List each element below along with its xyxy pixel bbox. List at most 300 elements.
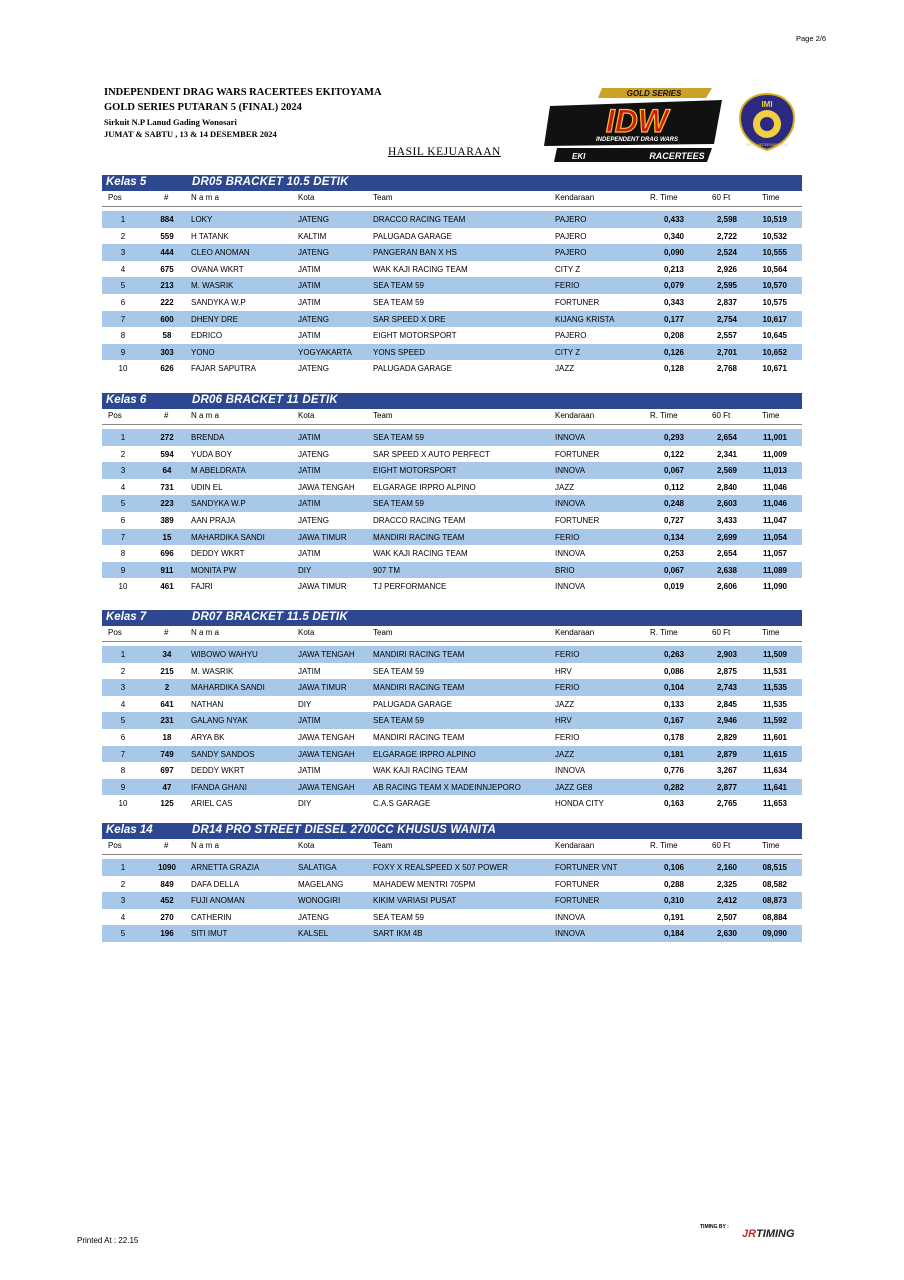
cell-team: SEA TEAM 59 [373, 666, 424, 676]
cell-pos: 1 [120, 650, 126, 659]
results-section [102, 175, 802, 377]
cell-vehicle: CITY Z [555, 264, 581, 274]
cell-name: YUDA BOY [191, 449, 232, 459]
cell-name: M ABELDRATA [191, 466, 246, 476]
event-venue: Sirkuit N.P Lanud Gading Wonosari [104, 117, 237, 127]
column-header-row [102, 191, 802, 207]
cell-vehicle: INNOVA [555, 466, 586, 476]
cell-reaction-time: 0,181 [663, 749, 684, 759]
cell-vehicle: JAZZ GE8 [555, 782, 593, 792]
cell-time: 11,054 [762, 532, 787, 542]
cell-vehicle: FERIO [555, 650, 580, 659]
cell-team: SEA TEAM 59 [373, 499, 424, 509]
table-row [102, 562, 802, 579]
table-row [102, 762, 802, 779]
cell-city: JATIM [298, 666, 321, 676]
column-header-city: Kota [298, 628, 315, 637]
cell-team: PALUGADA GARAGE [373, 231, 452, 241]
cell-vehicle: INNOVA [555, 433, 586, 442]
cell-sixty-ft: 2,765 [716, 799, 737, 809]
cell-name: ARYA BK [191, 732, 225, 742]
cell-team: ELGARAGE IRPRO ALPINO [373, 482, 476, 492]
cell-name: MAHARDIKA SANDI [191, 532, 265, 542]
table-row [102, 696, 802, 713]
table-row [102, 859, 802, 876]
cell-reaction-time: 0,128 [663, 364, 684, 374]
cell-team: SEA TEAM 59 [373, 912, 424, 922]
column-header-name: N a m a [191, 193, 220, 202]
cell-vehicle: FORTUNER [555, 297, 600, 307]
cell-pos: 7 [120, 749, 126, 759]
column-header-row [102, 839, 802, 855]
cell-city: JATENG [298, 449, 329, 459]
cell-reaction-time: 0,253 [663, 549, 684, 559]
cell-time: 11,047 [762, 515, 787, 525]
cell-pos: 8 [120, 549, 126, 559]
cell-name: FAJAR SAPUTRA [191, 364, 256, 374]
cell-team: DRACCO RACING TEAM [373, 215, 466, 224]
cell-pos: 9 [120, 782, 126, 792]
class-title: DR05 BRACKET 10.5 DETIK [192, 176, 349, 188]
column-header-row [102, 626, 802, 642]
cell-vehicle: FORTUNER [555, 449, 600, 459]
column-header-pos: Pos [108, 841, 122, 850]
cell-number: 222 [160, 297, 174, 307]
cell-sixty-ft: 3,433 [716, 515, 737, 525]
cell-pos: 1 [120, 433, 126, 442]
class-title: DR07 BRACKET 11.5 DETIK [192, 611, 348, 623]
cell-time: 11,090 [762, 582, 787, 592]
cell-name: FAJRI [191, 582, 213, 592]
cell-city: JATENG [298, 364, 329, 374]
cell-name: SITI IMUT [191, 929, 228, 939]
cell-pos: 10 [118, 799, 128, 809]
table-row [102, 545, 802, 562]
cell-reaction-time: 0,019 [663, 582, 684, 592]
cell-sixty-ft: 2,412 [716, 896, 737, 906]
cell-time: 11,057 [762, 549, 787, 559]
cell-team: ELGARAGE IRPRO ALPINO [373, 749, 476, 759]
cell-name: DHENY DRE [191, 314, 238, 324]
cell-sixty-ft: 2,754 [716, 314, 737, 324]
cell-sixty-ft: 2,606 [716, 582, 737, 592]
cell-vehicle: INNOVA [555, 499, 586, 509]
cell-reaction-time: 0,184 [663, 929, 684, 939]
cell-number: 272 [160, 433, 174, 442]
cell-reaction-time: 0,340 [663, 231, 684, 241]
cell-time: 11,641 [762, 782, 787, 792]
results-section [102, 823, 802, 942]
cell-reaction-time: 0,086 [663, 666, 684, 676]
timing-label: TIMING BY : [700, 1224, 729, 1230]
results-heading: HASIL KEJUARAAN [388, 146, 501, 158]
cell-name: M. WASRIK [191, 281, 234, 291]
idw-logo-top: GOLD SERIES [626, 89, 682, 98]
cell-team: MANDIRI RACING TEAM [373, 683, 465, 693]
cell-name: EDRICO [191, 331, 223, 341]
cell-team: WAK KAJI RACING TEAM [373, 766, 468, 776]
cell-team: PALUGADA GARAGE [373, 699, 452, 709]
cell-vehicle: PAJERO [555, 248, 587, 258]
table-row [102, 211, 802, 228]
class-header-bar [102, 823, 802, 839]
cell-number: 594 [160, 449, 174, 459]
column-header-vehicle: Kendaraan [555, 193, 595, 202]
cell-time: 08,873 [762, 896, 787, 906]
cell-name: MONITA PW [191, 565, 237, 575]
cell-pos: 9 [120, 565, 126, 575]
column-header-sixty-ft: 60 Ft [712, 193, 731, 202]
table-row [102, 578, 802, 595]
cell-reaction-time: 0,433 [663, 215, 684, 224]
column-header-time: Time [762, 411, 780, 420]
printed-at: Printed At : 22.15 [77, 1236, 139, 1245]
cell-sixty-ft: 2,768 [716, 364, 737, 374]
cell-name: WIBOWO WAHYU [191, 650, 258, 659]
cell-pos: 2 [120, 666, 126, 676]
class-header-bar [102, 393, 802, 409]
cell-sixty-ft: 2,701 [716, 347, 737, 357]
event-title: INDEPENDENT DRAG WARS RACERTEES EKITOYAMA [104, 87, 382, 98]
cell-time: 11,601 [762, 732, 787, 742]
cell-vehicle: JAZZ [555, 699, 575, 709]
cell-team: SART IKM 4B [373, 929, 423, 939]
cell-reaction-time: 0,090 [663, 248, 684, 258]
column-header-city: Kota [298, 193, 315, 202]
cell-team: SEA TEAM 59 [373, 716, 424, 726]
cell-sixty-ft: 2,557 [716, 331, 737, 341]
cell-city: JATIM [298, 766, 321, 776]
cell-reaction-time: 0,079 [663, 281, 684, 291]
cell-sixty-ft: 2,598 [716, 215, 737, 224]
class-number: Kelas 7 [106, 611, 147, 623]
cell-name: ARIEL CAS [191, 799, 233, 809]
cell-city: KALTIM [298, 231, 327, 241]
column-header-sixty-ft: 60 Ft [712, 628, 731, 637]
cell-sixty-ft: 2,160 [716, 863, 737, 872]
cell-vehicle: INNOVA [555, 549, 586, 559]
cell-city: KALSEL [298, 929, 329, 939]
cell-number: 444 [160, 248, 174, 258]
cell-vehicle: JAZZ [555, 482, 575, 492]
cell-number: 18 [162, 732, 172, 742]
cell-reaction-time: 0,293 [663, 433, 684, 442]
cell-reaction-time: 0,208 [663, 331, 684, 341]
cell-name: CATHERIN [191, 912, 232, 922]
cell-team: SEA TEAM 59 [373, 433, 424, 442]
idw-logo [542, 86, 732, 164]
cell-vehicle: PAJERO [555, 231, 587, 241]
cell-number: 849 [160, 879, 174, 889]
cell-sixty-ft: 2,926 [716, 264, 737, 274]
cell-reaction-time: 0,191 [663, 912, 684, 922]
cell-name: GALANG NYAK [191, 716, 248, 726]
table-row [102, 446, 802, 463]
cell-number: 696 [160, 549, 174, 559]
cell-vehicle: JAZZ [555, 364, 575, 374]
cell-time: 10,575 [762, 297, 787, 307]
cell-team: WAK KAJI RACING TEAM [373, 549, 468, 559]
cell-time: 08,515 [762, 863, 787, 872]
cell-time: 11,634 [762, 766, 787, 776]
cell-vehicle: HRV [555, 716, 572, 726]
cell-reaction-time: 0,178 [663, 732, 684, 742]
imi-logo-top: IMI [761, 100, 773, 109]
cell-name: CLEO ANOMAN [191, 248, 250, 258]
cell-number: 749 [160, 749, 174, 759]
cell-vehicle: FERIO [555, 281, 580, 291]
cell-name: AAN PRAJA [191, 515, 236, 525]
cell-time: 09,090 [762, 929, 787, 939]
column-header-team: Team [373, 193, 393, 202]
cell-vehicle: FORTUNER [555, 879, 600, 889]
column-header-row [102, 409, 802, 425]
cell-team: MANDIRI RACING TEAM [373, 650, 465, 659]
cell-vehicle: INNOVA [555, 766, 586, 776]
cell-sixty-ft: 2,654 [716, 433, 737, 442]
cell-sixty-ft: 2,630 [716, 929, 737, 939]
cell-city: DIY [298, 799, 312, 809]
cell-team: MAHADEW MENTRI 705PM [373, 879, 476, 889]
table-row [102, 892, 802, 909]
cell-reaction-time: 0,126 [663, 347, 684, 357]
cell-team: WAK KAJI RACING TEAM [373, 264, 468, 274]
cell-pos: 3 [120, 896, 126, 906]
cell-pos: 10 [118, 364, 128, 374]
cell-pos: 2 [120, 879, 126, 889]
cell-city: JATENG [298, 314, 329, 324]
cell-reaction-time: 0,133 [663, 699, 684, 709]
cell-number: 452 [160, 896, 174, 906]
cell-city: JAWA TENGAH [298, 782, 355, 792]
column-header-sixty-ft: 60 Ft [712, 841, 731, 850]
cell-time: 11,046 [762, 482, 787, 492]
cell-city: JAWA TIMUR [298, 532, 347, 542]
cell-vehicle: INNOVA [555, 582, 586, 592]
cell-sixty-ft: 2,699 [716, 532, 737, 542]
cell-pos: 6 [120, 515, 126, 525]
column-header-name: N a m a [191, 411, 220, 420]
cell-pos: 3 [120, 248, 126, 258]
cell-number: 1090 [158, 863, 176, 872]
cell-city: SALATIGA [298, 863, 337, 872]
cell-number: 641 [160, 699, 174, 709]
table-row [102, 261, 802, 278]
cell-team: PALUGADA GARAGE [373, 364, 452, 374]
cell-vehicle: HRV [555, 666, 572, 676]
cell-number: 196 [160, 929, 174, 939]
cell-sixty-ft: 2,507 [716, 912, 737, 922]
table-row [102, 529, 802, 546]
cell-time: 08,582 [762, 879, 787, 889]
cell-team: KIKIM VARIASI PUSAT [373, 896, 457, 906]
cell-number: 731 [160, 482, 174, 492]
cell-city: JATIM [298, 466, 321, 476]
cell-name: BRENDA [191, 433, 225, 442]
cell-city: WONOGIRI [298, 896, 341, 906]
cell-reaction-time: 0,122 [663, 449, 684, 459]
cell-name: NATHAN [191, 699, 224, 709]
cell-time: 11,013 [762, 466, 787, 476]
cell-name: UDIN EL [191, 482, 223, 492]
cell-time: 10,555 [762, 248, 787, 258]
cell-sixty-ft: 2,879 [716, 749, 737, 759]
cell-pos: 1 [120, 215, 126, 224]
cell-city: JATIM [298, 716, 321, 726]
cell-vehicle: FORTUNER VNT [555, 863, 618, 872]
cell-pos: 5 [120, 716, 126, 726]
cell-pos: 4 [120, 912, 126, 922]
cell-pos: 7 [120, 314, 126, 324]
table-row [102, 479, 802, 496]
cell-reaction-time: 0,263 [663, 650, 684, 659]
cell-city: JATIM [298, 433, 321, 442]
cell-team: TJ PERFORMANCE [373, 582, 447, 592]
cell-team: SAR SPEED X DRE [373, 314, 446, 324]
cell-time: 10,645 [762, 331, 787, 341]
cell-reaction-time: 0,163 [663, 799, 684, 809]
cell-pos: 8 [120, 331, 126, 341]
cell-sixty-ft: 2,341 [716, 449, 737, 459]
cell-number: 270 [160, 912, 174, 922]
cell-team: EIGHT MOTORSPORT [373, 331, 457, 341]
table-row [102, 909, 802, 926]
imi-logo-ring: IKATAN MOTOR INDONESIA [745, 143, 789, 147]
cell-number: 15 [162, 532, 172, 542]
column-header-reaction-time: R. Time [650, 411, 678, 420]
cell-sixty-ft: 2,845 [716, 699, 737, 709]
cell-reaction-time: 0,282 [663, 782, 684, 792]
table-row [102, 795, 802, 812]
cell-pos: 7 [120, 532, 126, 542]
table-row [102, 746, 802, 763]
cell-reaction-time: 0,067 [663, 565, 684, 575]
column-header-number: # [164, 411, 169, 420]
cell-pos: 9 [120, 347, 126, 357]
cell-name: YONO [191, 347, 215, 357]
cell-sixty-ft: 2,903 [716, 650, 737, 659]
column-header-vehicle: Kendaraan [555, 411, 595, 420]
cell-city: JATIM [298, 264, 321, 274]
cell-number: 697 [160, 766, 174, 776]
cell-team: FOXY X REALSPEED X 507 POWER [373, 863, 509, 872]
cell-pos: 2 [120, 231, 126, 241]
table-row [102, 512, 802, 529]
cell-name: FUJI ANOMAN [191, 896, 245, 906]
cell-pos: 3 [120, 683, 126, 693]
cell-vehicle: FERIO [555, 532, 580, 542]
cell-city: JAWA TIMUR [298, 582, 347, 592]
column-header-city: Kota [298, 411, 315, 420]
cell-number: 461 [160, 582, 174, 592]
cell-number: 626 [160, 364, 174, 374]
cell-time: 11,009 [762, 449, 787, 459]
table-row [102, 360, 802, 377]
cell-city: JATENG [298, 515, 329, 525]
cell-reaction-time: 0,112 [664, 482, 684, 492]
class-header-bar [102, 610, 802, 626]
table-row [102, 876, 802, 893]
cell-reaction-time: 0,167 [663, 716, 684, 726]
cell-vehicle: BRIO [555, 565, 575, 575]
cell-name: DAFA DELLA [191, 879, 240, 889]
class-number: Kelas 5 [106, 176, 147, 188]
cell-time: 10,671 [762, 364, 787, 374]
column-header-pos: Pos [108, 411, 122, 420]
jr-timing-logo-b: TIMING [756, 1228, 795, 1240]
cell-pos: 2 [120, 449, 126, 459]
cell-number: 215 [160, 666, 174, 676]
cell-sixty-ft: 2,840 [716, 482, 737, 492]
cell-reaction-time: 0,727 [663, 515, 684, 525]
cell-city: JAWA TENGAH [298, 749, 355, 759]
cell-vehicle: FORTUNER [555, 896, 600, 906]
table-row [102, 228, 802, 245]
cell-time: 10,532 [762, 231, 787, 241]
cell-team: DRACCO RACING TEAM [373, 515, 466, 525]
cell-reaction-time: 0,106 [663, 863, 684, 872]
jr-timing-logo-a: JR [742, 1228, 757, 1240]
cell-time: 08,884 [762, 912, 787, 922]
cell-number: 675 [160, 264, 174, 274]
cell-pos: 5 [120, 929, 126, 939]
cell-team: C.A.S GARAGE [373, 799, 431, 809]
cell-city: JATENG [298, 912, 329, 922]
class-number: Kelas 6 [106, 394, 147, 406]
class-header-bar [102, 175, 802, 191]
cell-time: 11,615 [762, 749, 787, 759]
cell-sixty-ft: 2,877 [716, 782, 737, 792]
cell-city: JAWA TIMUR [298, 683, 347, 693]
cell-reaction-time: 0,177 [663, 314, 684, 324]
jr-timing-logo [742, 1228, 795, 1240]
column-header-reaction-time: R. Time [650, 628, 678, 637]
cell-number: 600 [160, 314, 174, 324]
cell-sixty-ft: 2,603 [716, 499, 737, 509]
cell-vehicle: FERIO [555, 683, 580, 693]
cell-number: 47 [162, 782, 172, 792]
table-row [102, 646, 802, 663]
idw-logo-eki: EKI [572, 152, 586, 161]
cell-number: 58 [162, 331, 172, 341]
table-row [102, 327, 802, 344]
idw-logo-sub: INDEPENDENT DRAG WARS [595, 137, 679, 143]
cell-name: DEDDY WKRT [191, 766, 245, 776]
class-title: DR14 PRO STREET DIESEL 2700CC KHUSUS WANITA [192, 824, 497, 836]
column-header-time: Time [762, 628, 780, 637]
cell-name: ARNETTA GRAZIA [191, 863, 260, 872]
class-title: DR06 BRACKET 11 DETIK [192, 394, 338, 406]
cell-pos: 4 [120, 264, 126, 274]
cell-time: 11,001 [762, 433, 787, 442]
cell-city: DIY [298, 699, 312, 709]
cell-team: SEA TEAM 59 [373, 281, 424, 291]
cell-pos: 6 [120, 732, 126, 742]
cell-pos: 1 [120, 863, 126, 872]
cell-city: JATIM [298, 549, 321, 559]
idw-logo-main: IDW [605, 103, 669, 139]
cell-sixty-ft: 2,837 [716, 297, 737, 307]
cell-number: 223 [160, 499, 174, 509]
table-row [102, 294, 802, 311]
column-header-pos: Pos [108, 628, 122, 637]
cell-pos: 10 [118, 582, 128, 592]
cell-pos: 5 [120, 281, 126, 291]
cell-number: 884 [160, 215, 174, 224]
column-header-sixty-ft: 60 Ft [712, 411, 731, 420]
cell-name: H TATANK [191, 231, 229, 241]
cell-vehicle: INNOVA [555, 912, 586, 922]
